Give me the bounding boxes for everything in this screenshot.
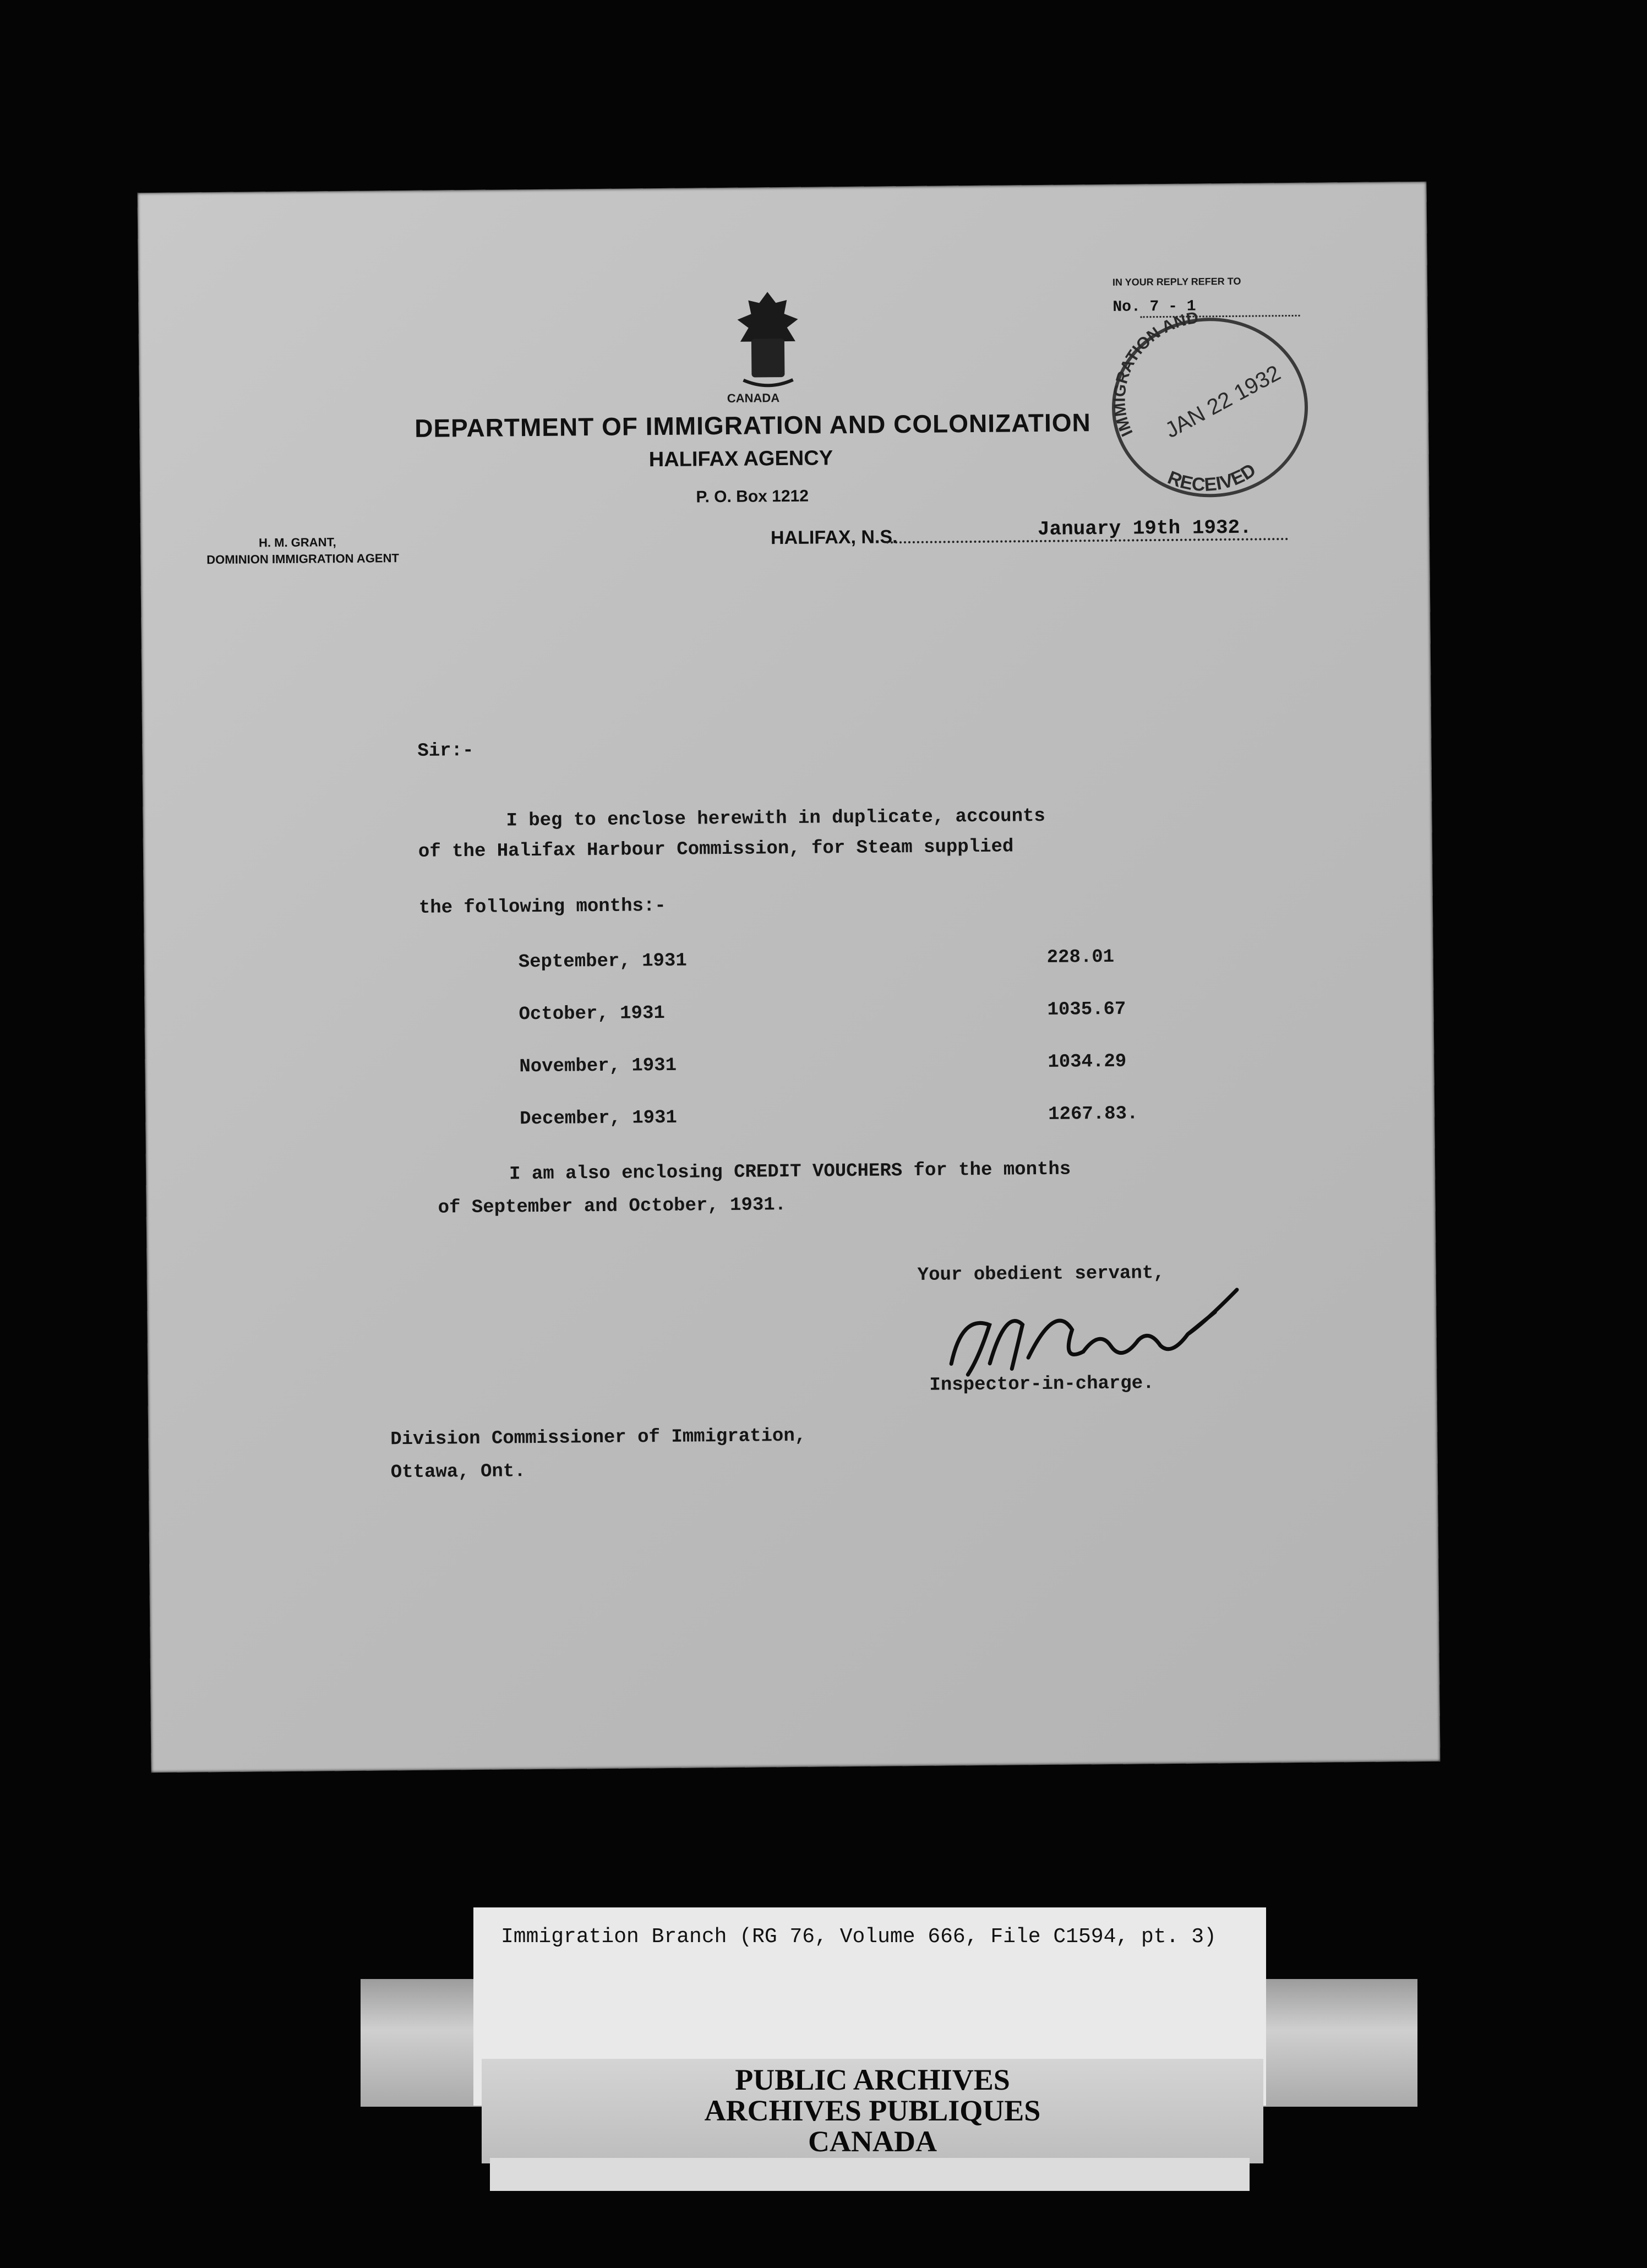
letter-page <box>138 182 1441 1773</box>
account-amount: 1034.29 <box>1048 1051 1127 1073</box>
account-row <box>144 996 1433 1026</box>
addressee-line-2: Ottawa, Ont. <box>390 1461 526 1484</box>
archive-line-1: PUBLIC ARCHIVES <box>735 2063 1010 2096</box>
coat-of-arms-icon <box>721 286 815 391</box>
paragraph-1-line-1: I beg to enclose herewith in duplicate, accounts <box>506 805 1045 832</box>
bottom-strip <box>490 2158 1250 2191</box>
account-row <box>145 1049 1434 1078</box>
country-label: CANADA <box>727 391 780 405</box>
agent-title: DOMINION IMMIGRATION AGENT <box>206 551 399 567</box>
closing: Your obedient servant, <box>917 1263 1165 1286</box>
received-stamp <box>1099 305 1315 499</box>
account-month: December, 1931 <box>520 1107 678 1130</box>
paragraph-1-line-2: of the Halifax Harbour Commission, for Steam supplied <box>418 836 1014 863</box>
city-label: HALIFAX, N.S. <box>770 526 898 549</box>
archive-line-2: ARCHIVES PUBLIQUES <box>704 2094 1041 2127</box>
paragraph-2-line-1: I am also enclosing CREDIT VOUCHERS for the months <box>509 1159 1071 1185</box>
stamp-top-text: IMMIGRATION AND <box>1110 308 1200 439</box>
agency-heading: HALIFAX AGENCY <box>648 446 833 472</box>
paragraph-2-line-2: of September and October, 1931. <box>438 1195 787 1219</box>
po-box: P. O. Box 1212 <box>696 487 809 506</box>
account-amount: 228.01 <box>1046 946 1115 968</box>
file-reference: Immigration Branch (RG 76, Volume 666, File C1594, pt. 3) <box>501 1925 1217 1949</box>
account-amount: 1035.67 <box>1047 999 1126 1021</box>
archive-label <box>482 2059 1263 2163</box>
archive-line-3: CANADA <box>808 2125 937 2158</box>
signatory-title: Inspector-in-charge. <box>929 1373 1154 1396</box>
stamp-bottom-text: RECEIVED <box>1165 459 1260 496</box>
account-month: October, 1931 <box>519 1002 665 1026</box>
account-row <box>145 1101 1435 1130</box>
letter-date: January 19th 1932. <box>1037 516 1252 541</box>
account-month: November, 1931 <box>519 1055 677 1078</box>
account-row <box>144 944 1433 973</box>
salutation: Sir:- <box>417 740 474 762</box>
reply-refer-label: IN YOUR REPLY REFER TO <box>1112 275 1241 288</box>
account-month: September, 1931 <box>518 950 687 973</box>
stamp-date: JAN 22 1932 <box>1161 361 1285 443</box>
paragraph-1-line-3: the following months:- <box>418 895 666 919</box>
addressee-line-1: Division Commissioner of Immigration, <box>390 1425 806 1451</box>
agent-name: H. M. GRANT, <box>258 535 336 550</box>
reference-number: No. 7 - 1 <box>1112 298 1196 316</box>
account-amount: 1267.83. <box>1048 1103 1138 1125</box>
department-heading: DEPARTMENT OF IMMIGRATION AND COLONIZATION <box>415 408 1091 443</box>
